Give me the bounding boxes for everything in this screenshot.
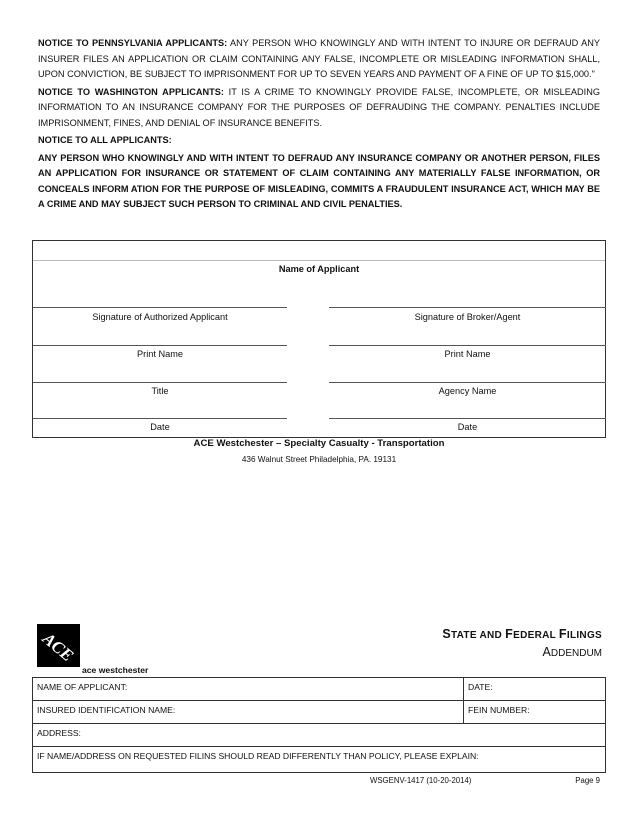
date-field[interactable] [464,678,606,701]
applicant-date-label: Date [150,422,170,432]
agency-name-line[interactable] [329,382,606,383]
broker-date-label: Date [457,422,478,432]
broker-signature-line[interactable] [329,307,606,308]
signature-block [32,240,606,438]
insured-identification-name-field[interactable] [33,701,464,724]
pennsylvania-notice-heading: NOTICE TO PENNSYLVANIA APPLICANTS: [38,38,228,48]
address-label: ADDRESS: [37,728,81,738]
fraud-notices [38,36,600,213]
applicant-signature-label: Signature of Authorized Applicant [92,312,228,322]
agency-name-label: Agency Name [438,386,497,396]
insured-identification-name-label: INSURED IDENTIFICATION NAME: [37,705,176,715]
applicant-signature-line[interactable] [33,307,287,308]
applicant-title-label: Title [151,386,169,396]
pennsylvania-notice-text: ANY PERSON WHO KNOWINGLY AND WITH INTENT TO INJURE OR DEFRAUD ANY INSURER FILES AN APPLICATION OR CLAIM CONTAINING ANY FALSE, INCOMPLETE OR MISLEADING INFORMATION SHALL, UPON CONVICTION, BE SUBJECT TO IMPRISONMENT FOR UP TO SEVEN YEARS AND PAYMENT OF A FINE OF UP TO $15,000." [38,38,601,79]
logo-name: ace westchester [82,665,149,675]
applicant-date-line[interactable] [33,418,287,419]
explain-field[interactable] [33,747,606,773]
filings-form-table [32,677,606,773]
name-of-applicant-field-label: NAME OF APPLICANT: [37,682,128,692]
applicant-print-name-line[interactable] [33,345,287,346]
broker-signature-label: Signature of Broker/Agent [414,312,521,322]
name-of-applicant-field[interactable] [33,678,464,701]
company-title: ACE Westchester – Specialty Casualty - Transportation [193,438,445,449]
ace-logo-icon [37,624,80,667]
name-of-applicant-label: Name of Applicant [278,264,360,274]
washington-notice [38,85,600,132]
ace-logo-text: ACE [38,628,78,666]
washington-notice-text: IT IS A CRIME TO KNOWINGLY PROVIDE FALSE, INCOMPLETE, OR MISLEADING INFORMATION TO AN INSURANCE COMPANY FOR THE PURPOSES OF DEFRAUDING THE COMPANY. PENALTIES INCLUDE IMPRISONMENT, FINES, AND DENIAL OF INSURANCE BENEFITS. [38,86,600,128]
signature-block-divider [33,260,605,261]
fein-number-label: FEIN NUMBER: [468,705,530,715]
page-number: Page 9 [575,776,600,785]
pennsylvania-notice [38,36,600,83]
addendum-title: STATE AND FEDERAL FILINGS [442,627,602,641]
applicant-print-name-label: Print Name [137,349,183,359]
broker-print-name-line[interactable] [329,345,606,346]
applicant-title-line[interactable] [33,382,287,383]
fein-number-field[interactable] [464,701,606,724]
all-applicants-notice-heading: NOTICE TO ALL APPLICANTS: [38,135,172,145]
washington-notice-heading: NOTICE TO WASHINGTON APPLICANTS: [38,86,224,97]
addendum-heading [442,626,602,662]
company-address: 436 Walnut Street Philadelphia, PA. 19131 [241,455,397,464]
form-code: WSGENV-1417 (10-20-2014) [370,776,472,785]
all-applicants-notice-text: ANY PERSON WHO KNOWINGLY AND WITH INTENT TO DEFRAUD ANY INSURANCE COMPANY OR ANOTHER PERSON, FILES AN APPLICATION FOR INSURANCE OR STATEMENT OF CLAIM CONTAINING ANY MATERIALLY FALSE INFORMATION, OR CONCEALS INFORM ATION FOR THE PURPOSE OF MISLEADING, COMMITS A FRAUDULENT INSURANCE ACT, WHICH MAY BE A CRIME AND MAY SUBJECT SUCH PERSON TO CRIMINAL AND CIVIL PENALTIES. [38,152,600,209]
address-field[interactable] [33,724,606,747]
explain-label: IF NAME/ADDRESS ON REQUESTED FILINS SHOULD READ DIFFERENTLY THAN POLICY, PLEASE EXPLAIN: [37,751,479,761]
broker-date-line[interactable] [329,418,606,419]
addendum-subtitle: ADDENDUM [542,645,602,659]
date-field-label: DATE: [468,682,493,692]
broker-print-name-label: Print Name [444,349,491,359]
